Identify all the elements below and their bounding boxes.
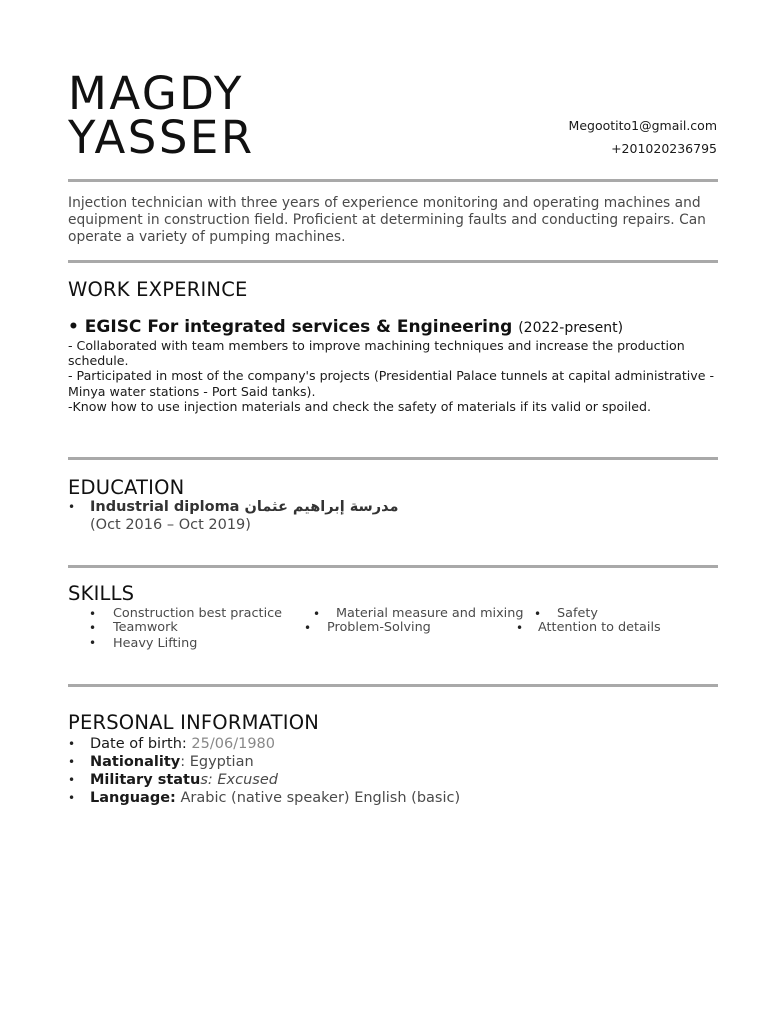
summary-text: Injection technician with three years of experience monitoring and operating machines and equipment in construction field. Proficient at determining faults and conducting repairs. Can operate a variety of pumping machines. [68,195,706,245]
duty-line: -Know how to use injection materials and check the safety of materials if its valid or spoiled. [68,398,651,414]
skill-bullet: • [516,621,524,635]
skills-heading: SKILLS [68,582,135,605]
skill-item: Safety [557,606,598,621]
phone: +201020236795 [611,141,717,156]
education-heading: EDUCATION [68,476,185,499]
dob-label: Date of birth: [90,736,192,752]
skill-bullet: • [304,621,312,635]
language-row [68,790,460,806]
skill-bullet: • [313,607,321,621]
dob-row [68,736,275,752]
skill-item: Attention to details [538,620,661,635]
pi-bullet: • [68,755,76,769]
skill-item: Heavy Lifting [113,636,198,651]
pi-bullet: • [68,773,76,787]
skill-item: Material measure and mixing [336,606,524,621]
pi-bullet: • [68,737,76,751]
company-name: EGISC For integrated services & Engineering [84,317,513,337]
candidate-name [68,67,255,164]
education-bullet: • [68,500,76,514]
skill-item: Teamwork [113,620,178,635]
job-duties [68,338,728,414]
skill-bullet: • [89,607,97,621]
skill-bullet: • [534,607,542,621]
nationality-label: Nationality [90,754,181,770]
divider [68,457,718,460]
military-value: s: Excused [200,772,278,788]
nationality-value: : Egyptian [180,754,254,770]
skill-item: Problem-Solving [327,620,431,635]
duty-line: - Participated in most of the company's projects (Presidential Palace tunnels at capital administrative - Minya water stations - Port Said tanks). [68,368,715,399]
last-name: YASSER [68,111,255,164]
divider [68,684,718,687]
skill-item: Construction best practice [113,606,283,621]
divider [68,565,718,568]
job-dates: (2022-present) [518,320,624,336]
duty-line: - Collaborated with team members to improve machining techniques and increase the production schedule. [68,338,685,369]
skill-bullet: • [89,636,97,650]
email: Megootito1@gmail.com [568,118,717,133]
contact-info [569,117,717,163]
job-title [68,317,623,337]
skill-bullet: • [89,621,97,635]
education-dates: (Oct 2016 – Oct 2019) [90,517,251,533]
personal-heading: PERSONAL INFORMATION [68,711,320,734]
language-value: Arabic (native speaker) English (basic) [175,790,461,806]
military-label: Military statu [90,772,201,788]
dob-value: 25/06/1980 [191,736,275,752]
nationality-row [68,754,254,770]
divider [68,260,718,263]
work-heading: WORK EXPERINCE [68,278,248,301]
first-name: MAGDY [68,67,244,120]
job-bullet: • [68,317,79,337]
divider [68,179,718,182]
language-label: Language: [90,790,176,806]
pi-bullet: • [68,791,76,805]
military-row [68,772,278,788]
education-title: Industrial diploma مدرسة إبراهيم عثمان [90,499,399,515]
